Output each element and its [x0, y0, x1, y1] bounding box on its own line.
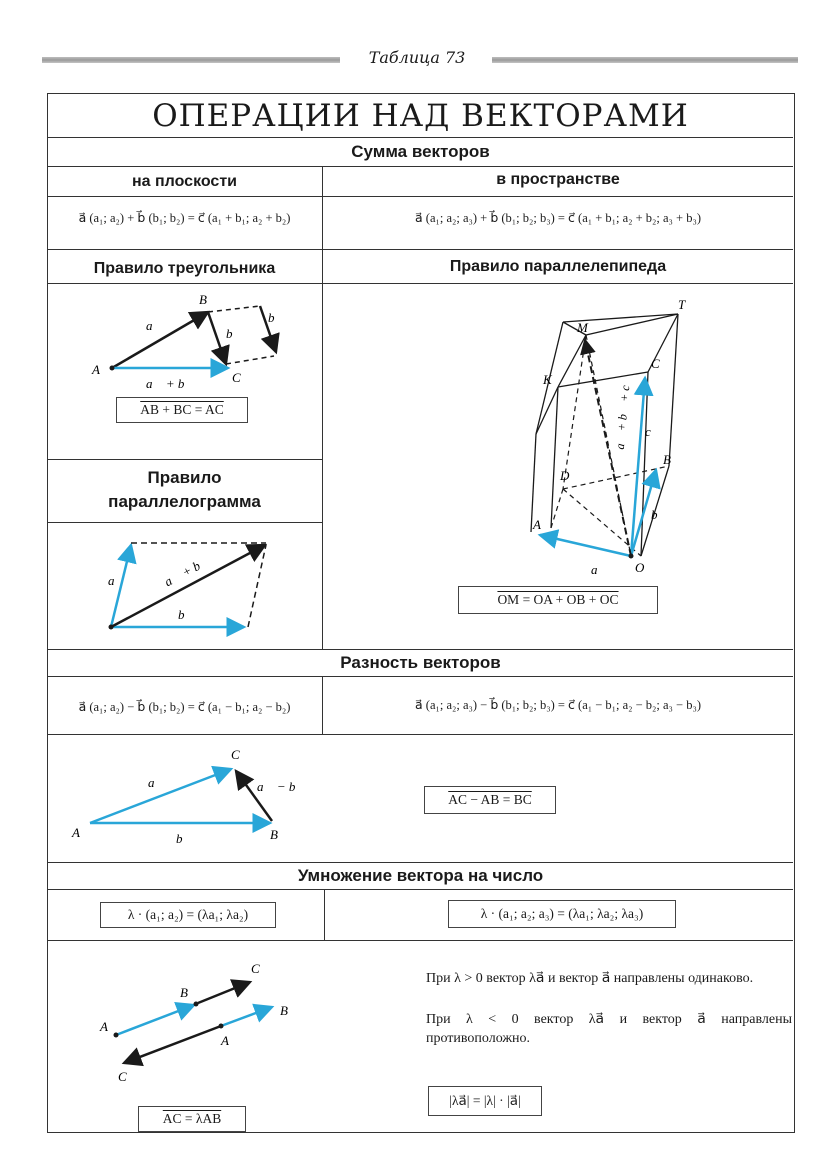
header-rule-right [492, 57, 798, 63]
divider [48, 249, 793, 250]
label-c2: C [118, 1069, 127, 1084]
multiplication-formula-text: AC = λAB [162, 1111, 222, 1126]
divider [48, 889, 793, 890]
origin-point [109, 625, 114, 630]
vector-a-arrow [540, 535, 631, 556]
label-vector-difference: a⃗ − b⃗ [257, 779, 306, 794]
label-vector-b: b⃗ [178, 607, 195, 622]
point-a2 [219, 1024, 224, 1029]
difference-diagram [48, 735, 408, 862]
vector-ac2-arrow [124, 1026, 221, 1063]
label-m: M [577, 320, 588, 335]
plane-heading: на плоскости [131, 173, 237, 190]
label-c: C [231, 747, 240, 762]
label-vector-sum: a⃗ + b⃗ [146, 376, 195, 391]
sum-plane-formula: a⃗ (a₁; a₂) + b⃗ (b₁; b₂) = c⃗ (a₁ + b₁; a₂ + b₂) [78, 211, 291, 225]
multiplication-formula [138, 1106, 246, 1132]
divider [48, 196, 793, 197]
label-c: C [232, 370, 241, 385]
parallelogram-rule-line2: параллелограмма [108, 492, 261, 511]
space-heading: в пространстве [496, 171, 620, 188]
parallelogram-rule-line1: Правило [147, 468, 222, 487]
label-vector-sum: a⃗ + b⃗ + c⃗ [612, 375, 634, 450]
point-a1 [114, 1033, 119, 1038]
label-d: D [560, 468, 570, 483]
divider [48, 676, 793, 677]
parallelepiped-rule-heading: Правило параллелепипеда [449, 258, 667, 275]
sum-space-formula: a⃗ (a₁; a₂; a₃) + b⃗ (b₁; b₂; b₃) = c⃗ (a₁ + b₁; a₂ + b₂; a₃ + b₃) [415, 211, 701, 225]
column-divider [324, 890, 325, 940]
label-t: T [678, 297, 686, 312]
page-title: ОПЕРАЦИИ НАД ВЕКТОРАМИ [152, 98, 689, 134]
multiplication-space-formula: λ · (a₁; a₂; a₃) = (λa₁; λa₂; λa₃) [448, 900, 676, 928]
dashed-edge [208, 306, 260, 312]
label-o: O [635, 560, 645, 575]
label-vector-b-copy: b⃗ [268, 310, 285, 325]
label-a: A [72, 825, 80, 840]
difference-heading: Разность векторов [340, 653, 501, 672]
triangle-formula: AB + BC = AC [116, 397, 248, 423]
table-header [42, 48, 798, 72]
label-vector-c: c⃗ [645, 424, 661, 439]
difference-formula: AC − AB = BC [424, 786, 556, 814]
sum-heading: Сумма векторов [351, 142, 490, 161]
vector-ab-arrow [116, 1005, 194, 1035]
label-a: A [533, 517, 541, 532]
label-vector-sum: a⃗ + b⃗ [161, 553, 212, 590]
label-b: B [663, 452, 671, 467]
dashed-edge [248, 545, 266, 627]
label-vector-a: a⃗ [591, 562, 608, 577]
absolute-value-formula: |λa⃗| = |λ| · |a⃗| [428, 1086, 542, 1116]
point-a [110, 366, 115, 371]
label-b1: B [180, 985, 188, 1000]
difference-space-formula: a⃗ (a₁; a₂; a₃) − b⃗ (b₁; b₂; b₃) = c⃗ (a₁ − b₁; a₂ − b₂; a₃ − b₃) [415, 698, 701, 712]
triangle-rule-heading: Правило треугольника [93, 260, 276, 277]
vector-b-arrow [208, 312, 226, 364]
label-vector-b: b⃗ [226, 326, 243, 341]
label-a2: A [221, 1033, 229, 1048]
negative-lambda-note: При λ < 0 вектор λa⃗ и вектор a⃗ направлены противоположно. [426, 1012, 792, 1046]
vector-ac-arrow [198, 982, 250, 1003]
multiplication-plane-formula: λ · (a₁; a₂) = (λa₁; λa₂) [100, 902, 276, 928]
parallelepiped-rule-diagram [323, 284, 793, 579]
header-rule-left [42, 57, 340, 63]
label-a1: A [100, 1019, 108, 1034]
multiplication-heading: Умножение вектора на число [297, 866, 544, 885]
positive-lambda-note: При λ > 0 вектор λa⃗ и вектор a⃗ направлены одинаково. [426, 971, 754, 986]
label-vector-a: a⃗ [108, 573, 125, 588]
parallelepiped-formula: OM = OA + OB + OC [458, 586, 658, 614]
label-a: A [92, 362, 100, 377]
label-b2: B [280, 1003, 288, 1018]
label-c: C [651, 356, 660, 371]
label-k: K [543, 372, 552, 387]
label-b: B [270, 827, 278, 842]
parallelogram-rule-heading [48, 466, 321, 516]
vector-ab2-arrow [221, 1007, 272, 1026]
label-b: B [199, 292, 207, 307]
label-c1: C [251, 961, 260, 976]
point-o [629, 554, 634, 559]
parallelogram-rule-diagram [48, 523, 321, 647]
label-vector-a: a⃗ [146, 318, 163, 333]
label-vector-b: b⃗ [651, 507, 668, 522]
multiplication-diagram [48, 941, 378, 1131]
dashed-edge [226, 356, 274, 364]
difference-plane-formula: a⃗ (a₁; a₂) − b⃗ (b₁; b₂) = c⃗ (a₁ − b₁; a₂ − b₂) [78, 700, 291, 714]
label-vector-b: b⃗ [176, 831, 193, 846]
divider [48, 459, 322, 460]
label-vector-a: a⃗ [148, 775, 165, 790]
point-b1 [194, 1002, 199, 1007]
vector-operations-table [47, 93, 795, 1133]
table-number: Таблица 73 [368, 48, 466, 67]
